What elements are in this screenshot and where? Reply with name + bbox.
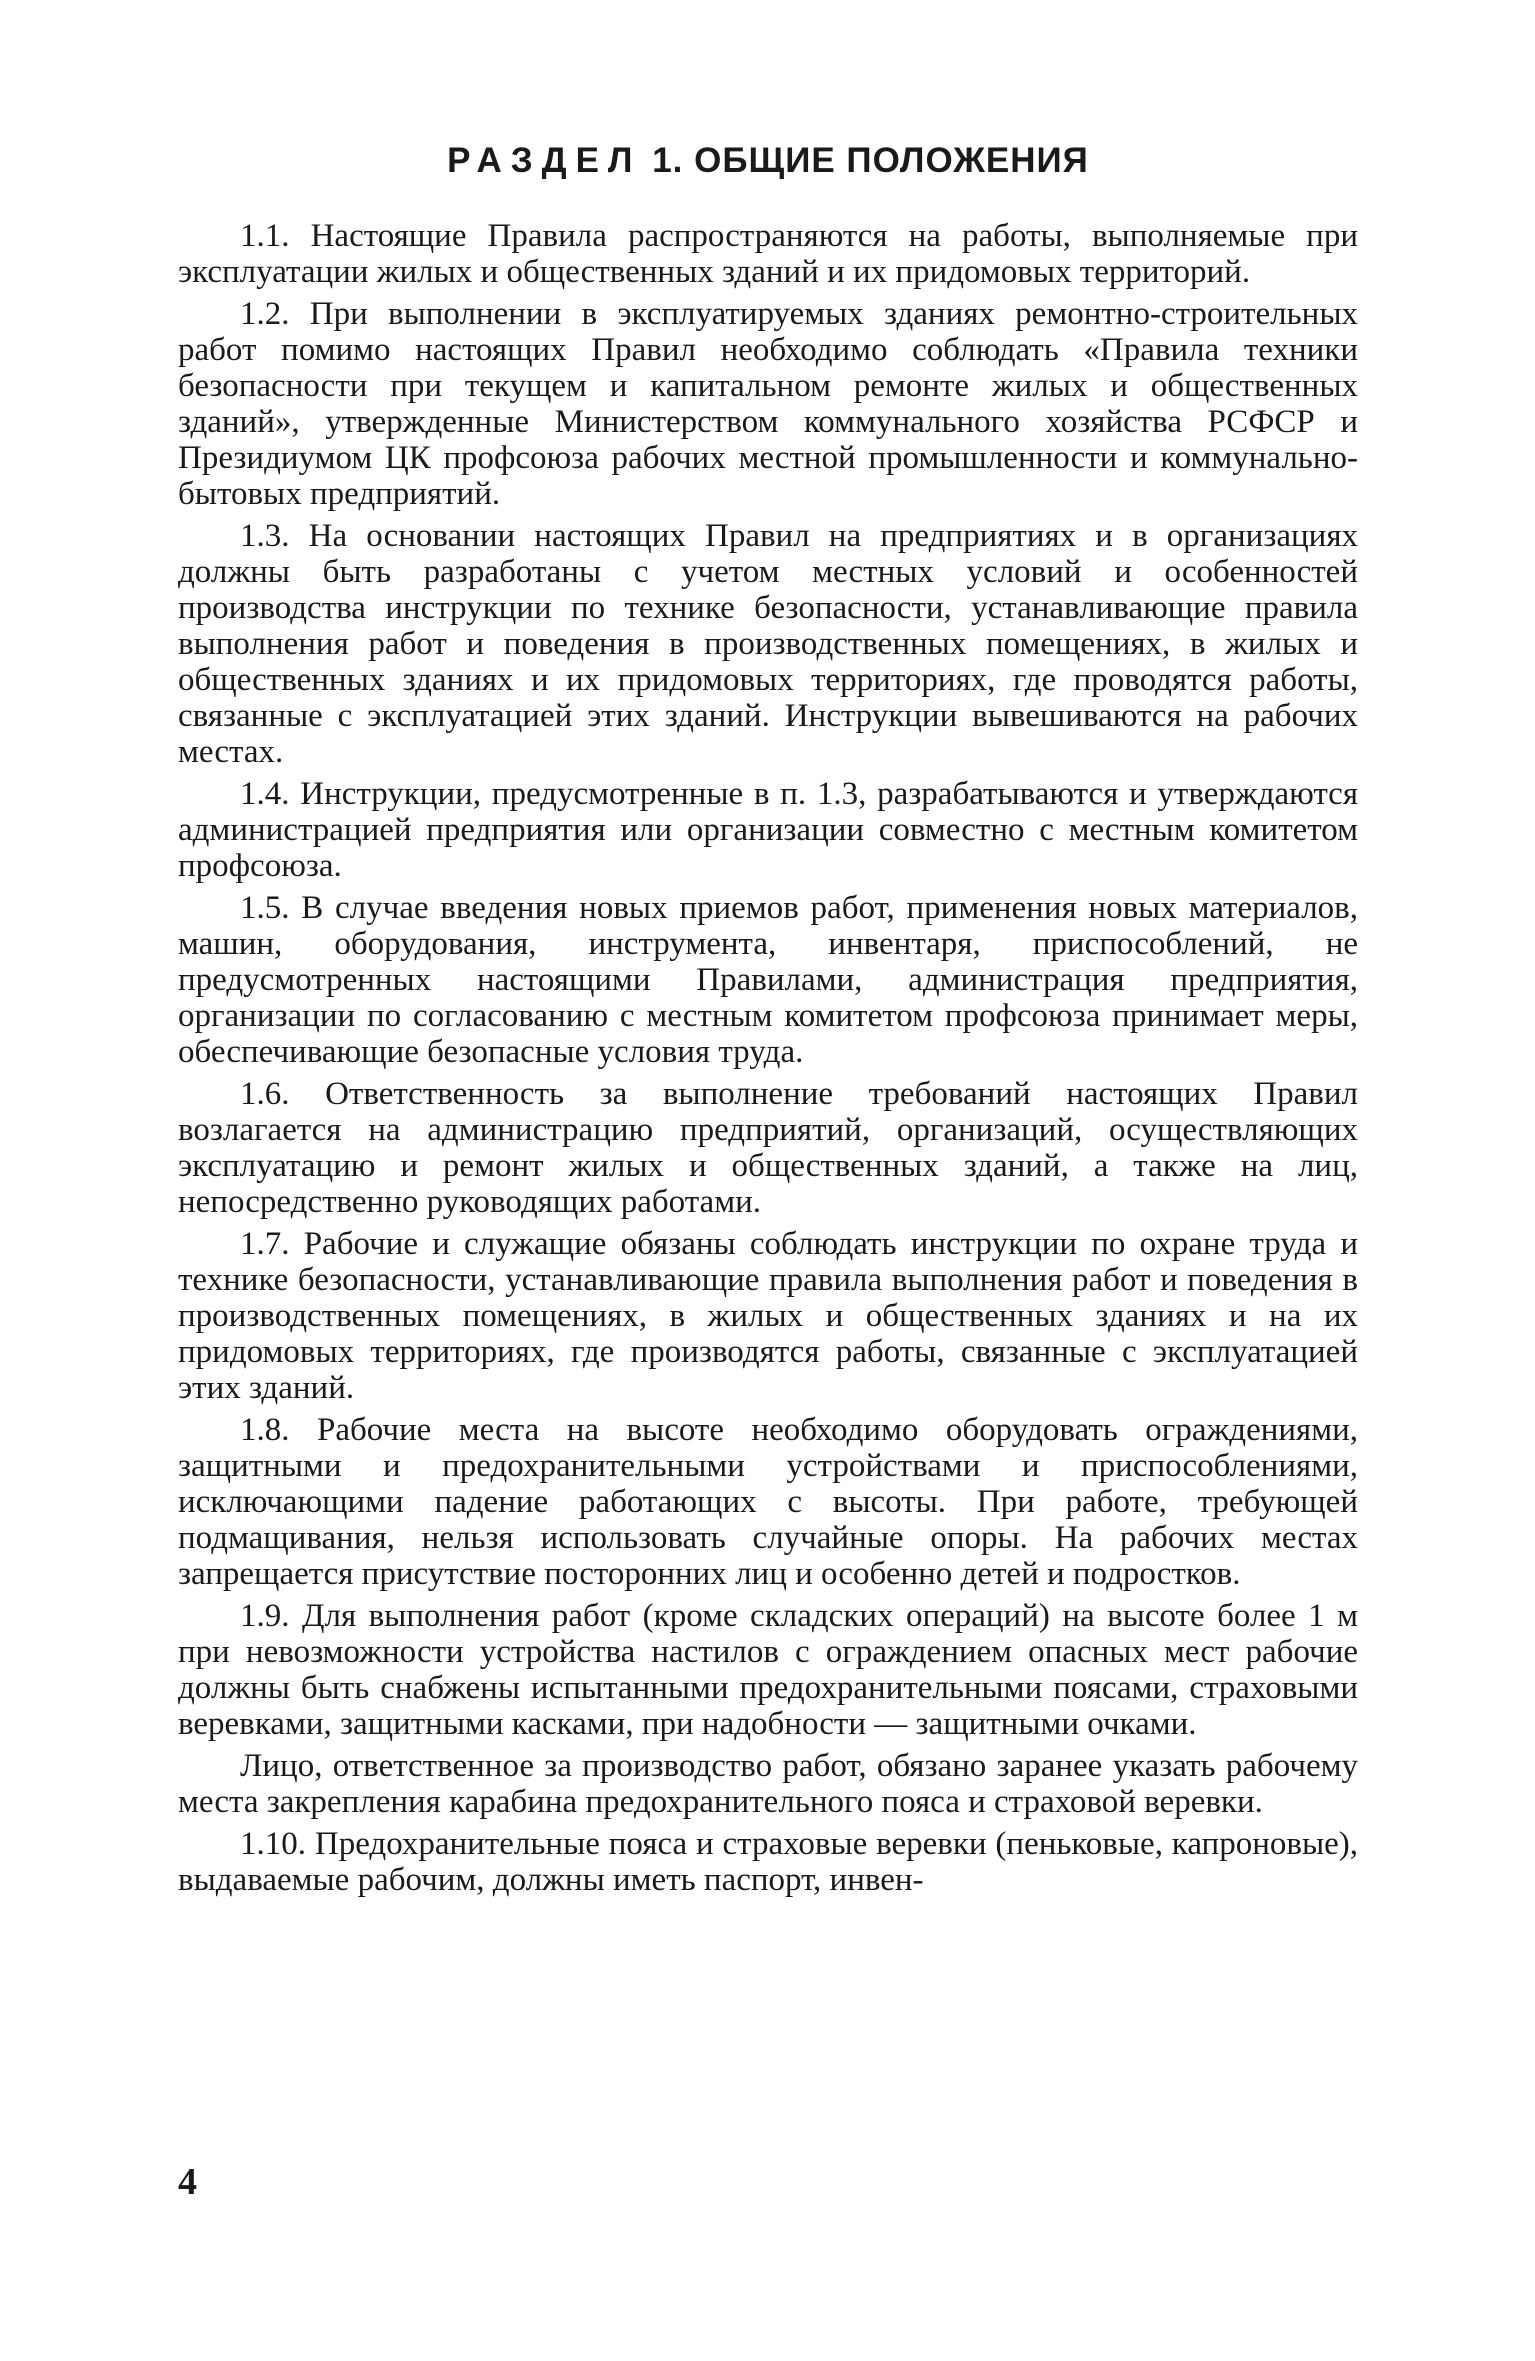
paragraph-1-4 <box>178 776 1358 884</box>
section-number: 1. <box>652 141 684 180</box>
paragraph-text: При выполнении в эксплуатируемых зданиях ремонтно-строительных работ помимо настоящих Правил необходимо соблюдать «Правила техники безопасности при текущем и капитальном ремонте жилых и общественных зданий», утвержденные Министерством коммунального хозяйства РСФСР и Президиумом ЦК профсоюза рабочих местной промышленности и коммунально-бытовых предприятий. <box>178 296 1358 512</box>
document-page <box>178 140 1358 1904</box>
paragraph-1-7 <box>178 1226 1358 1406</box>
paragraph-text: Рабочие и служащие обязаны соблюдать инструкции по охране труда и технике безопасности, устанавливающие правила выполнения работ и поведения в производственных помещениях, в жилых и общественных зданиях и на их придомовых территориях, где производятся работы, связанные с эксплуатацией этих зданий. <box>178 1226 1358 1406</box>
section-heading <box>178 140 1358 182</box>
section-label: РАЗДЕЛ <box>447 141 642 180</box>
paragraph-text: В случае введения новых приемов работ, применения новых материалов, машин, оборудования, инструмента, инвентаря, приспособлений, не предусмотренных настоящими Правилами, администрация предприятия, организации по согласованию с местным комитетом профсоюза принимает меры, обеспечивающие безопасные условия труда. <box>178 890 1359 1070</box>
paragraph-1-9-continued <box>178 1748 1358 1820</box>
paragraph-1-6 <box>178 1076 1358 1220</box>
paragraph-number: 1.5. <box>240 890 290 926</box>
paragraph-text: Для выполнения работ (кроме складских операций) на высоте более 1 м при невозможности устройства настилов с ограждением опасных мест рабочие должны быть снабжены испытанными предохранительными поясами, страховыми веревками, защитными касками, при надобности — защитными очками. <box>178 1598 1359 1742</box>
paragraph-number: 1.10. <box>240 1826 306 1862</box>
paragraph-number: 1.3. <box>240 518 290 554</box>
paragraph-1-1 <box>178 218 1358 290</box>
paragraph-1-2 <box>178 296 1358 512</box>
page-number: 4 <box>178 2161 197 2203</box>
paragraph-text: Инструкции, предусмотренные в п. 1.3, разрабатываются и утверждаются администрацией предприятия или организации совместно с местным комитетом профсоюза. <box>178 776 1358 884</box>
paragraph-1-5 <box>178 890 1358 1070</box>
paragraph-number: 1.2. <box>240 296 290 332</box>
paragraph-number: 1.9. <box>240 1598 290 1634</box>
paragraph-text: Предохранительные пояса и страховые веревки (пеньковые, капроновые), выдаваемые рабочим, должны иметь паспорт, инвен- <box>178 1826 1358 1898</box>
paragraph-text: Рабочие места на высоте необходимо оборудовать ограждениями, защитными и предохранительными устройствами и приспособлениями, исключающими падение работающих с высоты. При работе, требующей подмащивания, нельзя использовать случайные опоры. На рабочих местах запрещается присутствие посторонних лиц и особенно детей и подростков. <box>178 1412 1359 1592</box>
paragraph-text: На основании настоящих Правил на предприятиях и в организациях должны быть разработаны с учетом местных условий и особенностей производства инструкции по технике безопасности, устанавливающие правила выполнения работ и поведения в производственных помещениях, в жилых и общественных зданиях и их придомовых территориях, где проводятся работы, связанные с эксплуатацией этих зданий. Инструкции вывешиваются на рабочих местах. <box>178 518 1358 770</box>
paragraph-1-8 <box>178 1412 1358 1592</box>
paragraph-number: 1.6. <box>240 1076 290 1112</box>
paragraph-text: Лицо, ответственное за производство работ, обязано заранее указать рабочему места закрепления карабина предохранительного пояса и страховой веревки. <box>178 1748 1358 1820</box>
paragraph-number: 1.4. <box>240 776 290 812</box>
paragraph-text: Настоящие Правила распространяются на работы, выполняемые при эксплуатации жилых и общественных зданий и их придомовых территорий. <box>178 218 1358 290</box>
paragraph-number: 1.8. <box>240 1412 290 1448</box>
paragraph-number: 1.7. <box>240 1226 290 1262</box>
section-title: ОБЩИЕ ПОЛОЖЕНИЯ <box>694 141 1089 180</box>
paragraph-1-9 <box>178 1598 1358 1742</box>
paragraph-text: Ответственность за выполнение требований настоящих Правил возлагается на администрацию предприятий, организаций, осуществляющих эксплуатацию и ремонт жилых и общественных зданий, а также на лиц, непосредственно руководящих работами. <box>178 1076 1358 1220</box>
paragraph-1-3 <box>178 518 1358 770</box>
paragraph-1-10 <box>178 1826 1358 1898</box>
paragraph-number: 1.1. <box>240 218 290 254</box>
